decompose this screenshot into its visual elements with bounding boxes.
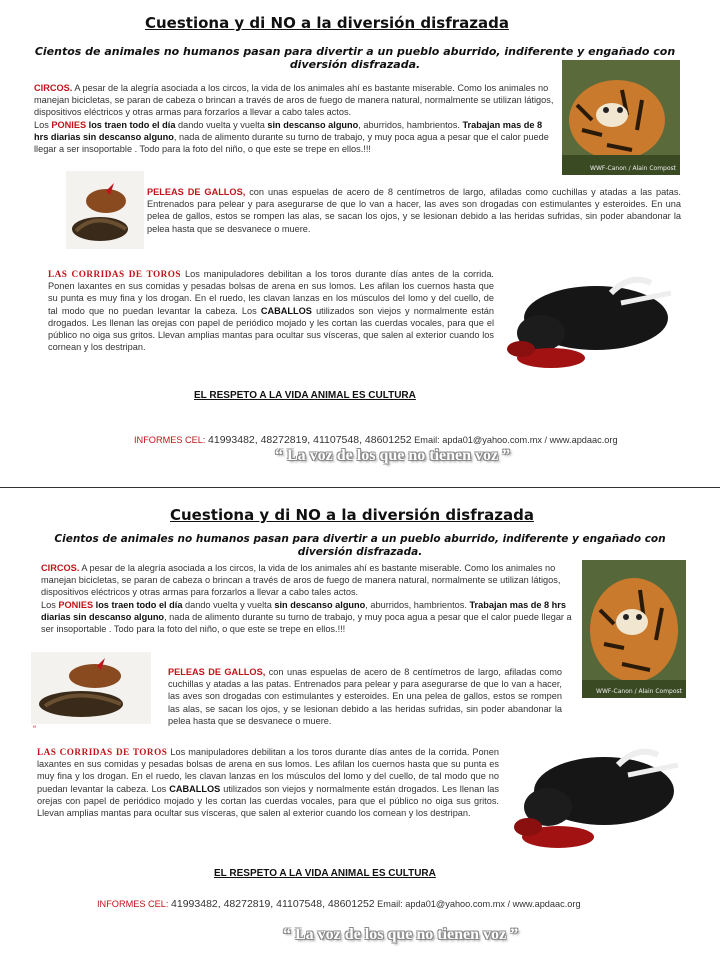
circos-label: CIRCOS. [41, 563, 80, 573]
corridas-label: LAS CORRIDAS DE TOROS [48, 269, 182, 279]
contact-email-web: Email: apda01@yahoo.com.mx / www.apdaac.org [374, 899, 581, 909]
photo-credit: WWF-Canon / Alain Compost [590, 165, 676, 172]
flyer-subtitle: Cientos de animales no humanos pasan para divertir a un pueblo aburrido, indiferente y engañado con diversión disfrazada. [34, 45, 676, 71]
peleas-label: PELEAS DE GALLOS, [168, 667, 266, 677]
respeto-heading: EL RESPETO A LA VIDA ANIMAL ES CULTURA [194, 390, 416, 401]
respeto-heading: EL RESPETO A LA VIDA ANIMAL ES CULTURA [214, 868, 436, 879]
circos-paragraph: CIRCOS. A pesar de la alegría asociada a los circos, la vida de los animales ahí es bastante miserable. Como los animales no manejan bicicletas, se paran de cabeza o brincan a través de aros de fuego de manera natural, normalmente se utilizan látigos, dispositivos eléctricos y otras armas para forzarlos a llevar a cabo tales actos. Los PONIES los traen todo el día dando vuelta y vuelta sin descanso alguno, aburridos, hambrientos. Trabajan mas de 8 hrs diarias sin descanso alguno, nada de alimento durante su turno de trabajo, y muy poca agua a pesar que el calor puede llegar a ser insoportable . Todo para la foto del niño, o que este se trepe en ellos.!!! [34, 83, 554, 155]
rooster-photo [31, 652, 151, 724]
bull-photo [510, 733, 685, 858]
motto: “ La voz de los que no tienen voz ” [275, 447, 511, 464]
flyer-title: Cuestiona y di NO a la diversión disfrazada [145, 14, 509, 32]
contact-label: INFORMES CEL: [97, 899, 172, 909]
bull-photo [501, 263, 680, 380]
motto: “ La voz de los que no tienen voz ” [283, 926, 519, 943]
peleas-label: PELEAS DE GALLOS, [147, 187, 246, 197]
photo-credit: WWF-Canon / Alain Compost [596, 688, 682, 695]
contact-label: INFORMES CEL: [134, 435, 209, 445]
flyer-subtitle: Cientos de animales no humanos pasan para divertir a un pueblo aburrido, indiferente y engañado con diversión disfrazada. [54, 533, 666, 558]
peleas-paragraph: PELEAS DE GALLOS, con unas espuelas de acero de 8 centímetros de largo, afiladas como cuchillas y atadas a las patas. Entrenados para pelear y para asegurarse de que lo van a hacer, las aves son drogadas con estimulantes y esteroides. En una pelea de gallos, estos se rompen las alas, se sacan los ojos, y se lesionan debido a las heridas sufridas, sin poder abandonar la pelea hasta que se desvanece o muere. [168, 667, 562, 726]
flyer-title: Cuestiona y di NO a la diversión disfrazada [170, 506, 534, 524]
contact-phones: 41993482, 48272819, 41107548, 48601252 [171, 898, 375, 910]
corridas-paragraph: LAS CORRIDAS DE TOROS Los manipuladores debilitan a los toros durante días antes de la corrida. Ponen laxantes en sus comidas y pesadas bolsas de arena en sus lomos. Les afilan los cuernos hasta que su punta es muy fina y los drogan. En el ruedo, les clavan lanzas en los músculos del lomo y del cuello, de tal modo que no puedan levantar la cabeza. Los CABALLOS utilizados son viejos y normalmente están drogados. Les llenan las orejas con papel de periódico mojado y les cortan las cuerdas vocales, para que el público no oiga sus gritos. Llevan amplias mantas para ocultar sus vísceras, que salen al exterior cuando los cornean y los destripan. [48, 269, 495, 353]
corridas-label: LAS CORRIDAS DE TOROS [37, 747, 168, 757]
circos-paragraph: CIRCOS. A pesar de la alegría asociada a los circos, la vida de los animales ahí es bastante miserable. Como los animales no manejan bicicletas, se paran de cabeza o brincan a través de aros de fuego de manera natural, normalmente se utilizan látigos, dispositivos eléctricos y otras armas para forzarlos a llevar a cabo tales actos. Los PONIES los traen todo el día dando vuelta y vuelta sin descanso alguno, aburridos, hambrientos. Trabajan mas de 8 hrs diarias sin descanso alguno, nada de alimento durante su turno de trabajo, y muy poca agua a pesar que el calor puede llegar a ser insoportable . Todo para la foto del niño, o que este se trepe en ellos.!!! [41, 563, 572, 635]
contact-line [134, 434, 618, 446]
corridas-paragraph: LAS CORRIDAS DE TOROS Los manipuladores debilitan a los toros durante días antes de la corrida. Ponen laxantes en sus comidas y pesadas bolsas de arena en sus lomos. Les afilan los cuernos hasta que su punta es muy fina y los drogan. En el ruedo, les clavan lanzas en los músculos del lomo y del cuello, de tal modo que no puedan levantar la cabeza. Los CABALLOS utilizados son viejos y normalmente están drogados. Les llenan las orejas con papel de periódico mojado y les cortan las cuerdas vocales, para que el público no oiga sus gritos. Llevan amplias mantas para ocultar sus vísceras, que salen al exterior cuando los cornean y los destripan. [37, 747, 499, 819]
circos-label: CIRCOS. [34, 83, 73, 93]
tiger-photo [582, 560, 686, 698]
flyer-bottom [0, 480, 720, 960]
contact-email-web: Email: apda01@yahoo.com.mx / www.apdaac.org [411, 435, 618, 445]
stray-quote: “ [33, 724, 36, 734]
contact-phones: 41993482, 48272819, 41107548, 48601252 [208, 434, 412, 446]
peleas-paragraph: PELEAS DE GALLOS, con unas espuelas de acero de 8 centímetros de largo, afiladas como cuchillas y atadas a las patas. Entrenados para pelear y para asegurarse de que lo van a hacer, las aves son drogadas con estimulantes y esteroides. En una pelea de gallos, estos se rompen las alas, se sacan los ojos, y se lesionan debido a las heridas sufridas, sin poder abandonar la pelea hasta que se desvanece o muere. [147, 187, 681, 234]
tiger-photo [562, 60, 680, 175]
contact-line [97, 898, 581, 910]
rooster-photo [66, 171, 144, 249]
